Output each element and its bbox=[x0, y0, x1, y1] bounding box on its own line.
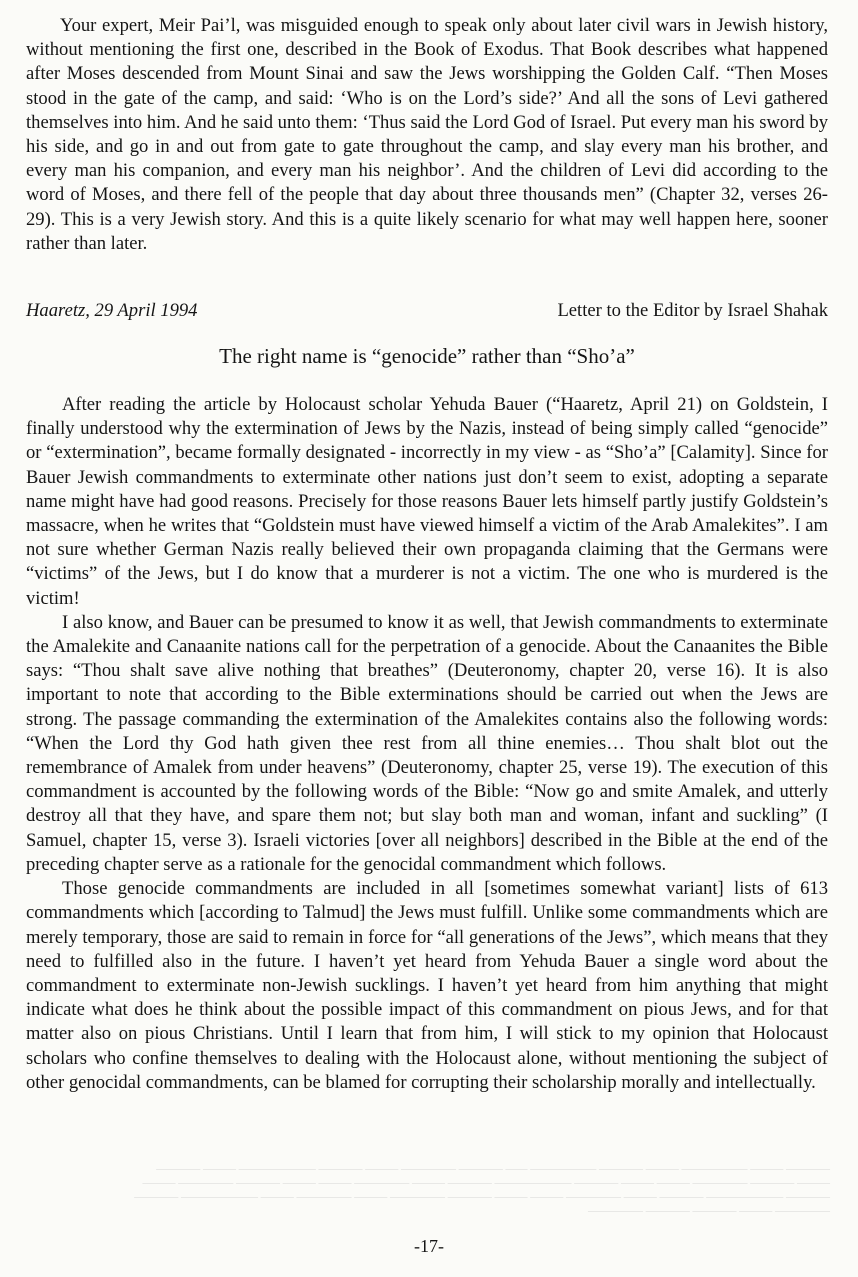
body-paragraph-3: Those genocide commandments are included in all [sometimes somewhat variant] lists of 613 commandments which [according to Talmud] the Jews must fulfill. Unlike some commandments which are merely temporary, those are said to remain in force for “all generations of the Jews”, which means that they need to fulfilled also in the future. I haven’t yet heard from Yehuda Bauer a single word about the commandment to exterminate non-Jewish sucklings. I haven’t yet heard from him anything that might indicate what does he think about the possible impact of this commandment on pious Jews, and for that matter also on pious Christians. Until I learn that from him, I will stick to my opinion that Holocaust scholars who confine themselves to dealing with the Holocaust alone, without mentioning the subject of other genocidal commandments, can be blamed for corrupting their scholarship morally and intellectually. bbox=[26, 878, 828, 1093]
dateline-source: Haaretz, 29 April 1994 bbox=[26, 300, 198, 322]
page-number: -17- bbox=[414, 1236, 444, 1256]
dateline-byline: Letter to the Editor by Israel Shahak bbox=[557, 300, 828, 322]
dateline bbox=[26, 300, 828, 322]
intro-paragraph: Your expert, Meir Pai’l, was misguided enough to speak only about later civil wars in Jewish history, without mentioning the first one, described in the Book of Exodus. That Book describes what happened after Moses descended from Mount Sinai and saw the Jews worshipping the Golden Calf. “Then Moses stood in the gate of the camp, and said: ‘Who is on the Lord’s side?’ And all the sons of Levi gathered themselves into him. And he said unto them: ‘Thus said the Lord God of Israel. Put every man his sword by his side, and go in and out from gate to gate throughout the camp, and slay every man his brother, and every man his companion, and every man his neighbor’. And the children of Levi did according to the word of Moses, and there fell of the people that day about three thousands men” (Chapter 32, verses 26-29). This is a very Jewish story. And this is a quite likely scenario for what may well happen here, sooner rather than later. bbox=[26, 15, 828, 254]
article-headline: The right name is “genocide” rather than “Sho’a” bbox=[219, 344, 635, 369]
show-through-texture: ———— ——— —————— ——— ———— —————— —— ———— ————— ——— ———— ——————— ——— ———— ——— ———— ————— ——— ——— ———— ——————— ———— ——— ————— ——— ——— ———— ————— ——— ———— ——————— ———— ——— ————— ——— ——— ———— ————— ——— ————— ——— ——————— ———— ————— ——— ———— ———— ————— bbox=[134, 1163, 830, 1217]
body-paragraph-1: After reading the article by Holocaust scholar Yehuda Bauer (“Haaretz, April 21) on Goldstein, I finally understood why the extermination of Jews by the Nazis, instead of being simply called “genocide” or “extermination”, became formally designated - incorrectly in my view - as “Sho’a” [Calamity]. Since for Bauer Jewish commandments to exterminate other nations just don’t seem to exist, adopting a separate name might have had good reasons. Precisely for those reasons Bauer lets himself partly justify Goldstein’s massacre, when he writes that “Goldstein must have viewed himself a victim of the Arab Amalekites”. I am not sure whether German Nazis really believed their own propaganda claiming that the Germans were “victims” of the Jews, but I do know that a murderer is not a victim. The one who is murdered is the victim! bbox=[26, 394, 828, 609]
document-page bbox=[26, 14, 828, 1095]
body-paragraph-2: I also know, and Bauer can be presumed to know it as well, that Jewish commandments to exterminate the Amalekite and Canaanite nations call for the perpetration of a genocide. About the Canaanites the Bible says: “Thou shalt save alive nothing that breathes” (Deuteronomy, chapter 20, verse 16). It is also important to note that according to the Bible exterminations should be carried out when the Jews are strong. The passage commanding the extermination of the Amalekites contains also the following words: “When the Lord thy God hath given thee rest from all thine enemies… Thou shalt blot out the remembrance of Amalek from under heavens” (Deuteronomy, chapter 25, verse 19). The execution of this commandment is accounted by the following words of the Bible: “Now go and smite Amalek, and utterly destroy all that they have, and spare them not; but slay both man and woman, infant and suckling” (I Samuel, chapter 15, verse 3). Israeli victories [over all neighbors] described in the Bible at the end of the preceding chapter serve as a rationale for the genocidal commandment which follows. bbox=[26, 611, 828, 875]
